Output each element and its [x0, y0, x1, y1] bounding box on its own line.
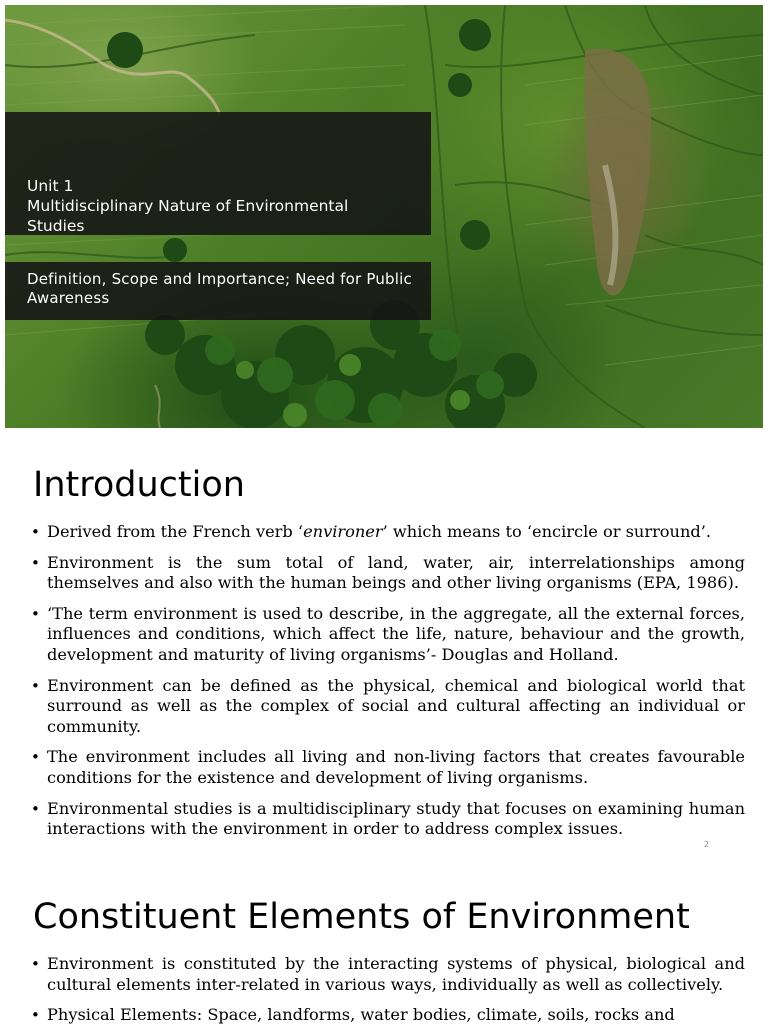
- constituent-elements-slide: [5, 868, 763, 1024]
- bullet-list: [31, 954, 745, 1024]
- title-box: [5, 112, 431, 235]
- page-number: 2: [704, 840, 710, 849]
- list-item: [31, 522, 745, 543]
- slide-heading: Constituent Elements of Environment: [33, 897, 690, 937]
- slide-subtitle: Definition, Scope and Importance; Need for Public Awareness: [27, 270, 412, 307]
- list-item: • ‘The term environment is used to describe, in the aggregate, all the external forces, influences and conditions, which affect the life, nature, behaviour and the growth, development and maturity of living organisms’- Douglas and Holland.: [31, 604, 745, 666]
- bullet-text: ’ which means to ‘encircle or surround’.: [382, 522, 712, 541]
- unit-title: Multidisciplinary Nature of Environmental Studies: [27, 197, 349, 235]
- emphasis-word: environer: [303, 522, 383, 541]
- list-item: • The environment includes all living and non-living factors that creates favourable conditions for the existence and development of living organisms.: [31, 747, 745, 788]
- unit-label: Unit 1: [27, 177, 74, 195]
- list-item: • Environment can be defined as the physical, chemical and biological world that surround as well as the complex of social and cultural affecting an individual or community.: [31, 676, 745, 738]
- bullet-text: Derived from the French verb ‘: [47, 522, 304, 541]
- list-item: • Environment is the sum total of land, water, air, interrelationships among themselves and also with the human beings and other living organisms (EPA, 1986).: [31, 553, 745, 594]
- list-item: • Environment is constituted by the interacting systems of physical, biological and cultural elements inter-related in various ways, individually as well as collectively.: [31, 954, 745, 995]
- introduction-slide: [5, 436, 763, 860]
- list-item: • Physical Elements: Space, landforms, water bodies, climate, soils, rocks and: [31, 1005, 745, 1024]
- title-slide: [5, 5, 763, 428]
- slide-title: [27, 176, 407, 236]
- slide-heading: Introduction: [33, 465, 245, 505]
- bullet-list: [31, 522, 745, 850]
- list-item: • Environmental studies is a multidisciplinary study that focuses on examining human interactions with the environment in order to address complex issues.: [31, 799, 745, 840]
- subtitle-box: [5, 262, 431, 320]
